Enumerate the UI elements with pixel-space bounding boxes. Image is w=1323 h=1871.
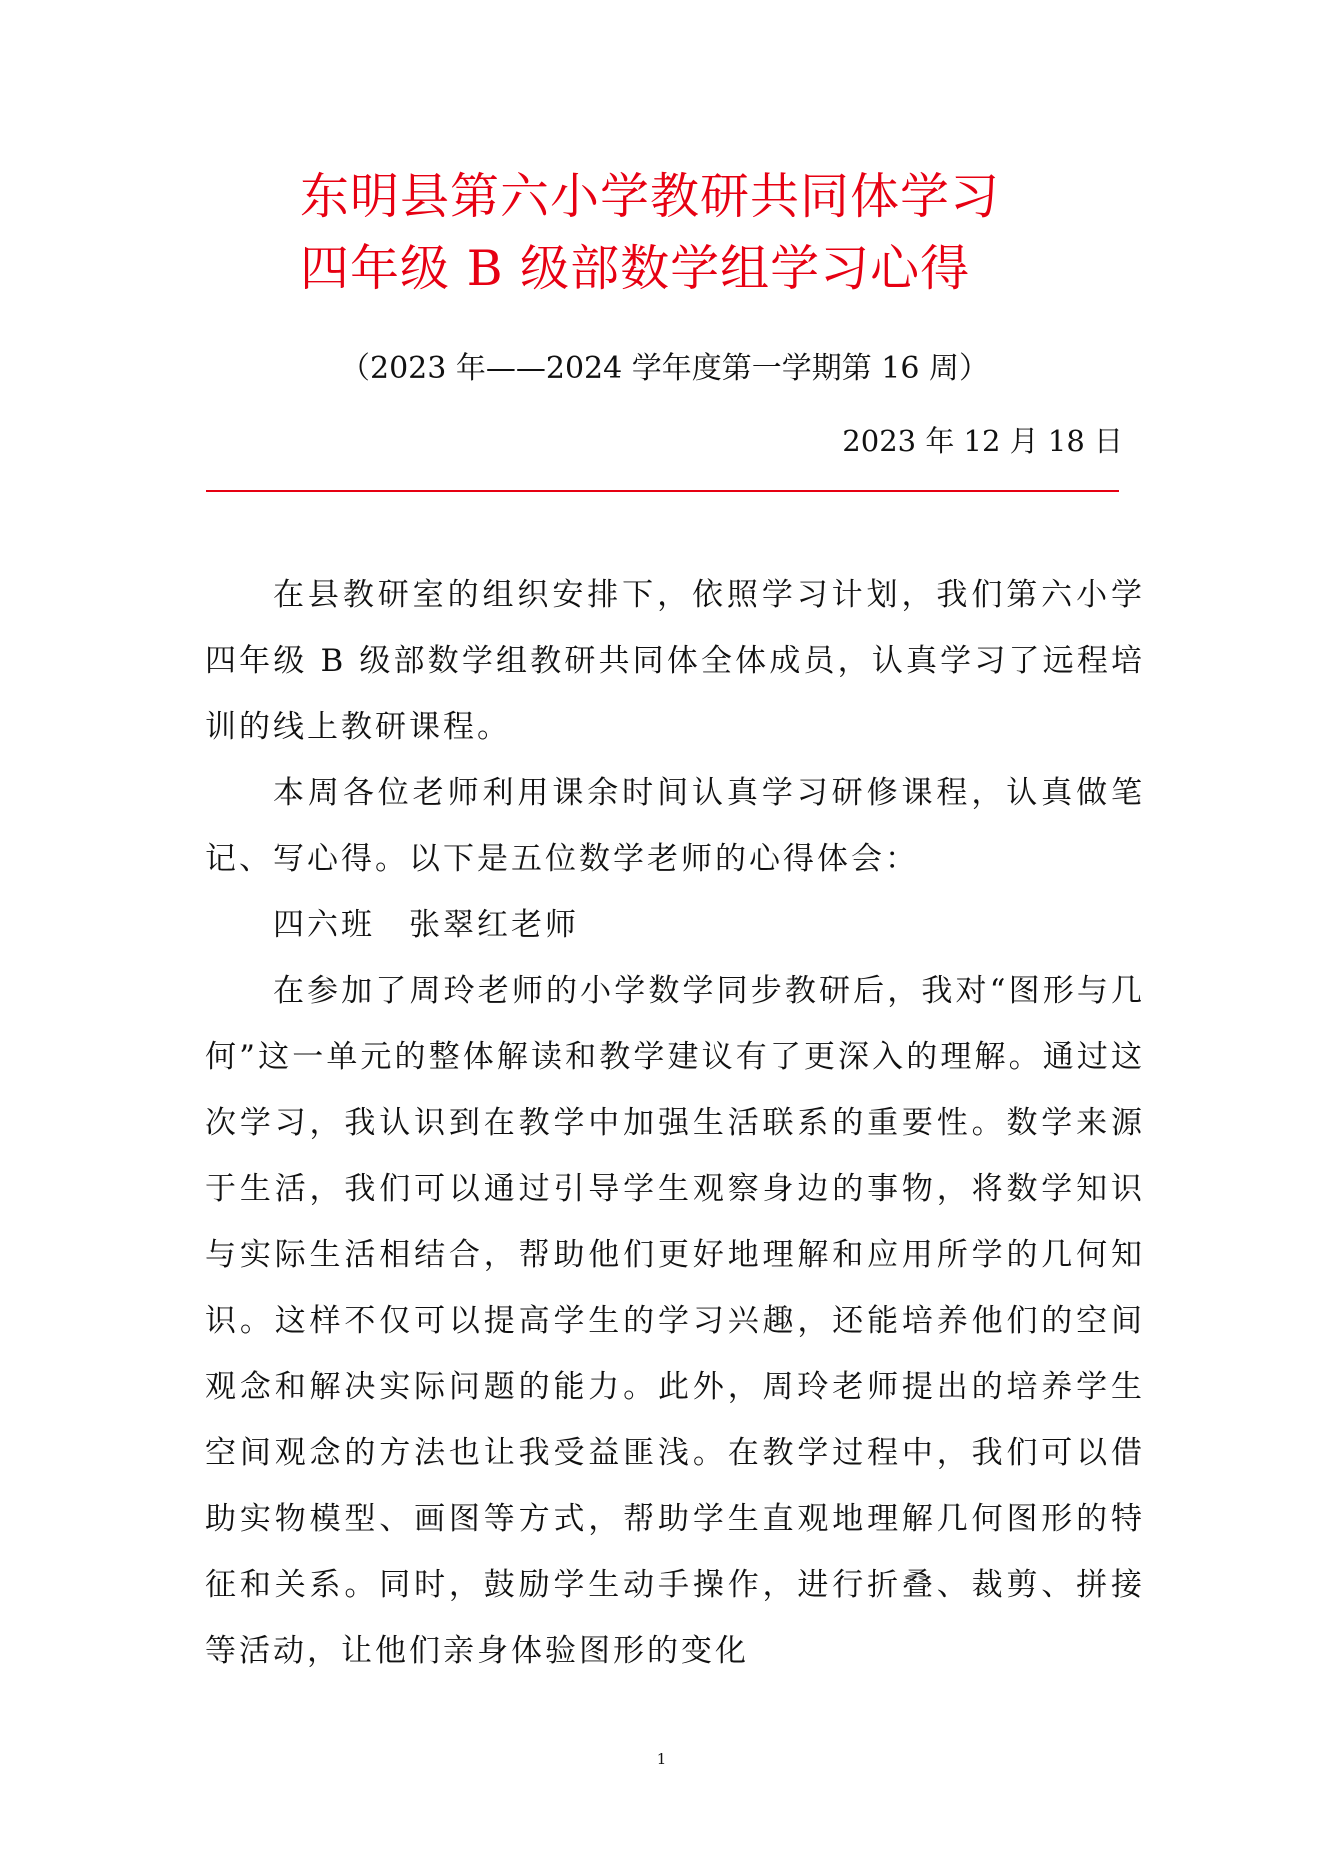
document-title-line-2: 四年级 B 级部数学组学习心得 xyxy=(300,240,971,297)
term-subtitle: （2023 年——2024 学年度第一学期第 16 周） xyxy=(340,351,990,386)
paragraph-reflection: 在参加了周玲老师的小学数学同步教研后，我对“图形与几何”这一单元的整体解读和教学建议有了更深入的理解。通过这次学习，我认识到在教学中加强生活联系的重要性。数学来源于生活，我们可以通过引导学生观察身边的事物，将数学知识与实际生活相结合，帮助他们更好地理解和应用所学的几何知识。这样不仅可以提高学生的学习兴趣，还能培养他们的空间观念和解决实际问题的能力。此外，周玲老师提出的培养学生空间观念的方法也让我受益匪浅。在教学过程中，我们可以借助实物模型、画图等方式，帮助学生直观地理解几何图形的特征和关系。同时，鼓励学生动手操作，进行折叠、裁剪、拼接等活动，让他们亲身体验图形的变化 xyxy=(205,973,1145,1669)
teacher-heading: 四六班 张翠红老师 xyxy=(273,907,579,943)
document-title-line-1: 东明县第六小学教研共同体学习 xyxy=(300,168,1001,225)
page-number: 1 xyxy=(656,1750,667,1768)
red-divider xyxy=(206,490,1119,492)
document-body xyxy=(205,562,1145,1684)
document-date: 2023 年 12 月 18 日 xyxy=(842,424,1123,458)
paragraph-intro: 在县教研室的组织安排下，依照学习计划，我们第六小学四年级 B 级部数学组教研共同体全体成员，认真学习了远程培训的线上教研课程。 xyxy=(205,577,1145,745)
paragraph-summary: 本周各位老师利用课余时间认真学习研修课程，认真做笔记、写心得。以下是五位数学老师的心得体会： xyxy=(205,775,1145,877)
